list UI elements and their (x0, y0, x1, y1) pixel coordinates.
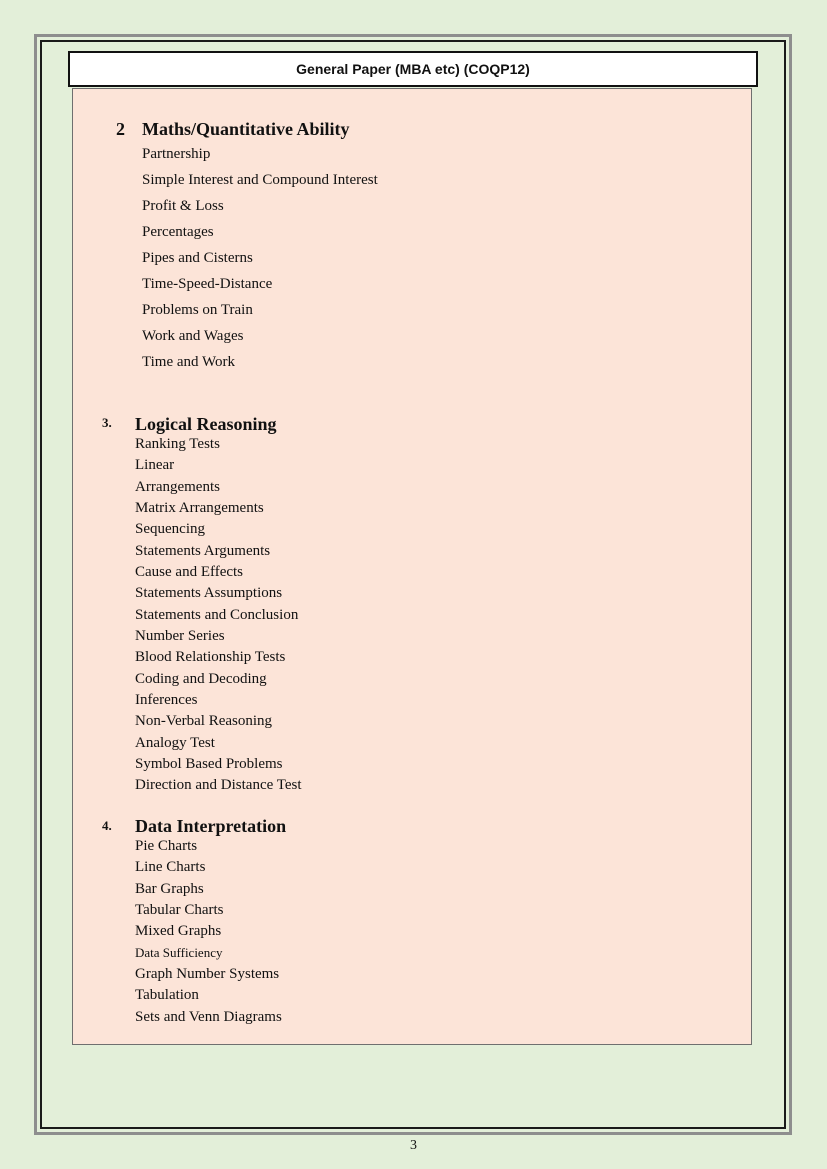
list-item: Graph Number Systems (135, 966, 280, 982)
page-number: 3 (410, 1138, 417, 1153)
list-item: Coding and Decoding (135, 671, 267, 687)
list-item: Bar Graphs (135, 881, 204, 897)
list-item: Tabular Charts (135, 902, 224, 918)
list-item: Blood Relationship Tests (135, 649, 286, 665)
list-item: Sets and Venn Diagrams (135, 1009, 282, 1025)
list-item: Direction and Distance Test (135, 777, 302, 793)
document-header (68, 51, 758, 87)
list-item: Ranking Tests (135, 436, 220, 452)
list-item: Statements and Conclusion (135, 607, 299, 623)
section-number: 4. (102, 818, 112, 833)
list-item: Time-Speed-Distance (142, 276, 273, 292)
section-number: 2 (116, 119, 125, 139)
list-item: Line Charts (135, 859, 206, 875)
list-item: Time and Work (142, 354, 235, 370)
list-item: Number Series (135, 628, 225, 644)
list-item: Linear (135, 457, 175, 473)
list-item: Partnership (142, 146, 211, 162)
list-item: Analogy Test (135, 735, 215, 751)
list-item: Non-Verbal Reasoning (135, 713, 273, 729)
list-item: Matrix Arrangements (135, 500, 264, 516)
syllabus-content-box (72, 88, 752, 1045)
list-item: Problems on Train (142, 302, 253, 318)
list-item: Sequencing (135, 521, 205, 537)
list-item: Percentages (142, 224, 214, 240)
list-item: Cause and Effects (135, 564, 244, 580)
list-item: Tabulation (135, 987, 199, 1003)
list-item: Statements Arguments (135, 543, 271, 559)
list-item: Statements Assumptions (135, 585, 283, 601)
list-item: Data Sufficiency (135, 945, 223, 960)
list-item: Work and Wages (142, 328, 244, 344)
section-title: Data Interpretation (135, 816, 287, 836)
section-number: 3. (102, 415, 112, 430)
section-title: Maths/Quantitative Ability (142, 119, 350, 139)
list-item: Symbol Based Problems (135, 756, 283, 772)
list-item: Arrangements (135, 479, 220, 495)
list-item: Pie Charts (135, 838, 198, 854)
list-item: Mixed Graphs (135, 923, 222, 939)
list-item: Profit & Loss (142, 198, 224, 214)
list-item: Pipes and Cisterns (142, 250, 253, 266)
list-item: Inferences (135, 692, 198, 708)
section-title: Logical Reasoning (135, 414, 277, 434)
list-item: Simple Interest and Compound Interest (142, 172, 378, 188)
document-title: General Paper (MBA etc) (COQP12) (296, 61, 530, 77)
